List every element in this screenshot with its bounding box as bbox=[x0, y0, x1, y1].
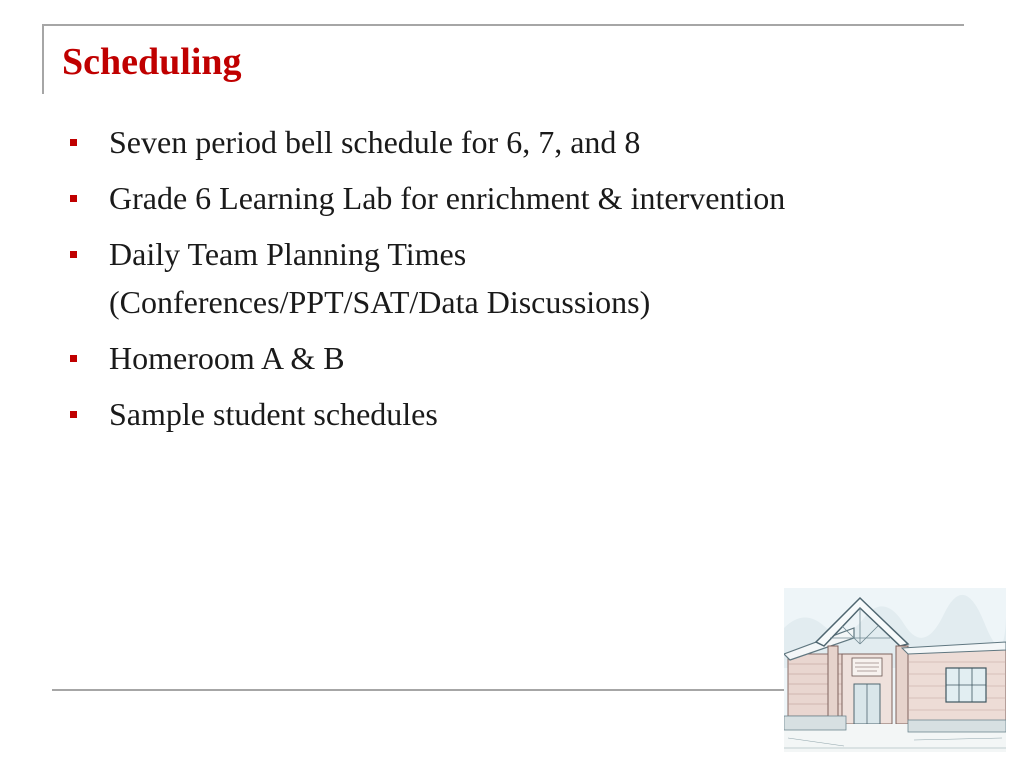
square-bullet-icon bbox=[70, 195, 77, 202]
bullet-text: Homeroom A & B bbox=[109, 340, 345, 376]
bullet-text: Sample student schedules bbox=[109, 396, 438, 432]
square-bullet-icon bbox=[70, 251, 77, 258]
bullet-text: Daily Team Planning Times bbox=[109, 236, 467, 272]
square-bullet-icon bbox=[70, 139, 77, 146]
bullet-list bbox=[62, 118, 962, 446]
bottom-rule bbox=[52, 689, 790, 691]
bullet-item bbox=[62, 230, 962, 326]
top-rule bbox=[42, 24, 964, 26]
bullet-item bbox=[62, 118, 962, 166]
left-rule bbox=[42, 24, 44, 94]
bullet-text: Grade 6 Learning Lab for enrichment & intervention bbox=[109, 180, 786, 216]
bullet-item bbox=[62, 174, 962, 222]
square-bullet-icon bbox=[70, 411, 77, 418]
bullet-text: Seven period bell schedule for 6, 7, and 8 bbox=[109, 124, 641, 160]
square-bullet-icon bbox=[70, 355, 77, 362]
bullet-item bbox=[62, 390, 962, 438]
bullet-text-continued: (Conferences/PPT/SAT/Data Discussions) bbox=[109, 284, 651, 320]
slide-title: Scheduling bbox=[62, 41, 242, 83]
school-building-sketch-icon bbox=[784, 588, 1006, 752]
bullet-item bbox=[62, 334, 962, 382]
